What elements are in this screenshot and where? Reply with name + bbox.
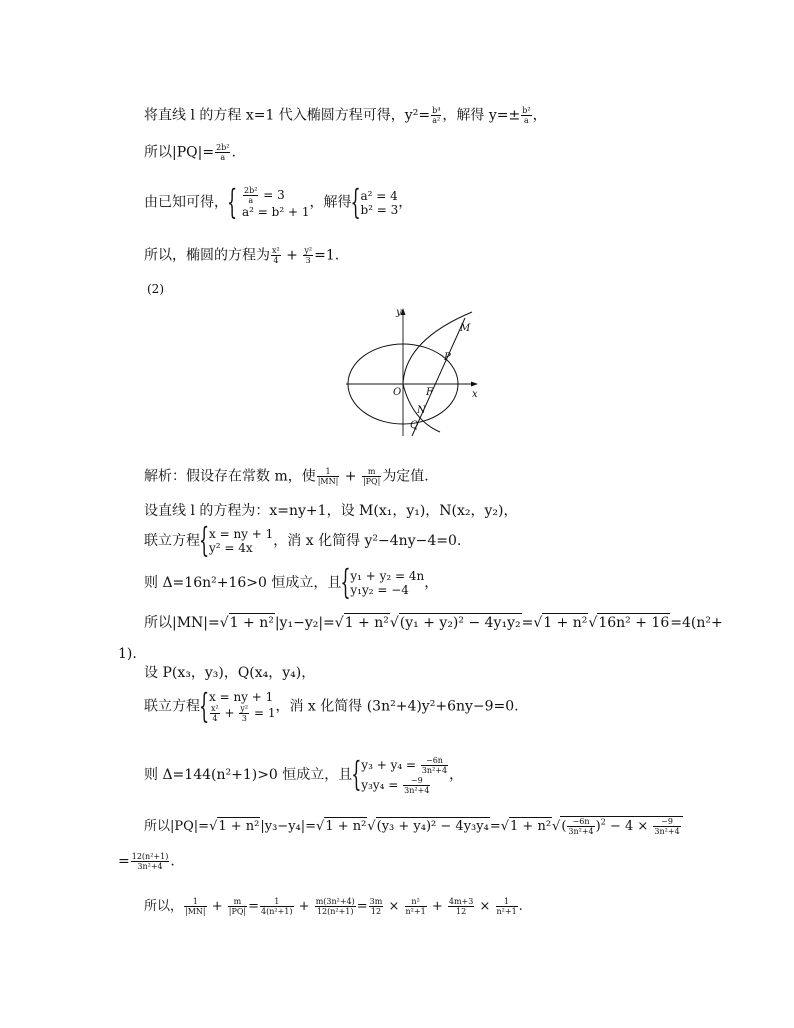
fraction [431,106,441,125]
text: + [220,706,239,720]
text: 由已知可得， [144,194,228,211]
denominator: a [524,116,529,125]
denominator: 3n²+4 [421,766,448,775]
denominator: 12 [370,907,382,916]
fraction [521,106,531,125]
text: + [281,247,303,264]
fraction [421,756,448,775]
system-row: { y₁ + y₂ = 4n [350,569,425,583]
text: 联立方程 [144,533,200,549]
denominator: |MN| [317,477,339,486]
text: 所以，椭圆的方程为 [144,247,270,264]
text-line-7 [144,527,461,555]
numerator: n² [405,897,427,907]
fraction [362,467,381,486]
text: 所以|PQ|= [144,144,215,161]
text: ，消 x 化简得 y²−4ny−4=0. [273,533,462,549]
fraction [317,467,340,486]
system-row: b² = 3 [360,202,399,217]
denominator: a [248,196,254,205]
text: ， [532,107,547,124]
text-line-13 [144,755,463,795]
denominator: |MN| [185,907,206,916]
numerator: 12(n²+1) [131,852,169,861]
denominator: 3 [241,714,247,723]
text-line-3 [144,186,412,219]
system-row: { x = ny + 1 [209,527,274,541]
system-row: a² = b² + 1 [242,205,310,219]
numerator: m [228,897,247,907]
numerator: b⁴ [432,106,441,115]
denominator: 12 [456,907,467,916]
fraction [369,897,384,916]
text-line-16 [144,897,523,916]
fraction [243,186,258,205]
fraction [567,817,594,836]
label-y: y [396,307,402,318]
text: ，解得 [309,194,352,211]
text: = 1 [250,706,276,720]
numerator: m [362,467,381,477]
numerator: −6n [421,756,448,766]
text-line-10: 1). [118,646,137,662]
numerator: m(3n²+4) [315,897,355,906]
fraction [315,897,356,916]
fraction [653,817,680,836]
label-O: O [393,387,402,398]
label-P: P [444,352,451,363]
system-row [361,755,449,775]
numerator: 4m+3 [448,897,474,906]
text-line-6: 设直线 l 的方程为：x=ny+1，设 M(x₁，y₁)，N(x₂，y₂)， [144,503,518,519]
denominator: a² [432,116,441,125]
text: y₃ + y₄ = [361,758,420,772]
text: =4(n²+ [670,615,723,631]
exponent: 2 [600,817,606,827]
fraction [239,704,249,723]
text-line-14: 所以|PQ|=√1 + n²|y₃−y₄|=√1 + n²√(y₃ + y₄)² − 4y₃y₄=√1 + n²√( $\frac{-6n}{\text{3n²+4}}$ )$^2$ − 4 × $\frac{-9}{\text{3n²+4}}$ [144,816,683,836]
text: + [427,899,447,914]
equation-system [200,690,275,723]
fraction [260,897,293,916]
text: ， [424,575,439,591]
denominator: a [220,153,226,162]
numerator: −9 [653,817,680,827]
numerator: x² [272,246,280,255]
numerator: 1 [317,467,340,477]
text: 所以|MN|= [144,615,220,631]
text: = [521,615,534,631]
text-line-12 [144,690,519,723]
numerator: 1 [260,897,293,907]
numerator: { 2b² [244,186,258,195]
system-row [209,704,275,723]
system-row: y² = 4x [209,541,253,555]
text: = [118,853,130,870]
fraction [215,143,230,162]
text: + [207,899,227,914]
text: × [384,899,404,914]
text-line-4 [144,246,339,265]
fraction [496,897,518,916]
label-F: F [426,387,433,398]
fraction [271,246,281,265]
equation-system [341,569,424,597]
text: = 3 [259,188,285,202]
sqrt-radicand: ( $\frac{-6n}{\text{3n²+4}}$ )$^2$ − 4 × $\frac{-9}{\text{3n²+4}}$ [560,816,682,836]
text: = [356,899,368,914]
numerator: 1 [496,897,518,907]
equation-system [351,189,398,217]
denominator: 3 [305,256,311,265]
denominator: 3n²+4 [568,827,594,836]
sqrt-radicand: 1 + n² [325,819,367,834]
text: 则 Δ=144(n²+1)>0 恒成立，且 [144,767,353,783]
fraction [303,246,313,265]
sqrt-radicand: 16n² + 16 [598,615,670,631]
text: . [231,144,236,161]
text-line-2 [144,143,236,162]
part-label: (2) [147,282,164,296]
denominator: 3n²+4 [137,862,163,871]
text: 所以|PQ|= [144,819,210,834]
text: 为定值. [382,468,429,485]
text: |y₁−y₂|= [274,615,335,631]
numerator: −9 [403,776,430,786]
x-axis-arrow-icon [471,382,478,387]
text: + [294,899,314,914]
denominator: 12(n²+1) [316,907,354,916]
denominator: 3n²+4 [404,786,430,795]
text-line-15 [118,852,175,871]
numerator: y² [240,704,249,713]
text: ， [449,767,464,783]
fraction [228,897,247,916]
label-Q: Q [410,420,419,431]
denominator: |PQ| [228,907,247,916]
sqrt-radicand: 1 + n² [543,615,588,631]
denominator: 3n²+4 [654,827,680,836]
denominator: 4 [212,714,218,723]
system-row: y₁y₂ = −4 [350,583,409,597]
system-row [242,186,309,205]
equation-system [352,755,449,795]
numerator: 2b² [216,143,230,152]
ellipse-parabola-figure [340,300,490,440]
text: |y₃−y₄|= [260,819,317,834]
text: − 4 × [605,819,653,834]
fraction [403,776,430,795]
denominator: n²+1 [496,907,517,916]
text-line-11: 设 P(x₃，y₃)，Q(x₄，y₄)， [144,665,316,681]
text: 联立方程 [144,698,200,715]
text: = [248,899,260,914]
fraction [131,852,170,871]
numerator: 3m [369,897,383,906]
text: × [475,899,495,914]
text: = [489,819,501,834]
label-N: N [417,405,426,416]
system-row: { x = ny + 1 [209,690,274,704]
text: + [340,468,361,485]
sqrt-radicand: 1 + n² [510,819,552,834]
text: ，消 x 化简得 (3n²+4)y²+6ny−9=0. [275,698,519,715]
text: . [170,853,175,870]
numerator: x² [211,704,219,713]
numerator: 1 [184,897,207,907]
denominator: 4(n²+1) [261,907,293,916]
sqrt-radicand: 1 + n² [218,819,260,834]
text-line-8 [144,569,438,597]
text: y₃y₄ = [361,778,403,792]
equation-system [200,527,273,555]
sqrt-radicand: (y₁ + y₂)² − 4y₁y₂ [399,615,521,631]
text: 所以， [144,899,184,914]
system-row [361,775,449,795]
denominator: 4 [273,256,279,265]
numerator: b² [522,106,531,115]
label-x: x [472,389,478,400]
text: 则 Δ=16n²+16>0 恒成立，且 [144,575,342,591]
sqrt-radicand: 1 + n² [344,615,389,631]
text: 解析：假设存在常数 m，使 [144,468,316,485]
equation-system [228,186,309,219]
denominator: n²+1 [405,907,426,916]
text: ，解得 y=± [442,107,521,124]
text-line-5 [144,467,429,486]
fraction [210,704,220,723]
fraction [405,897,427,916]
text-line-9: 所以|MN|=√1 + n²|y₁−y₂|=√1 + n²√(y₁ + y₂)² − 4y₁y₂=√1 + n²√16n² + 16=4(n²+ [144,615,723,631]
fraction [184,897,207,916]
denominator: |PQ| [362,477,381,486]
text: ， [398,194,413,211]
sqrt-radicand: (y₃ + y₄)² − 4y₃y₄ [376,819,489,834]
sqrt-radicand: 1 + n² [229,615,274,631]
text: =1. [314,247,340,264]
text-line-1 [144,106,547,125]
system-row: { a² = 4 [360,188,398,203]
fraction [448,897,474,916]
text: . [518,899,523,914]
text: 将直线 l 的方程 x=1 代入椭圆方程可得，y²= [144,107,431,124]
numerator: y² [304,246,313,255]
numerator: −6n [567,817,594,827]
label-M: M [460,323,471,334]
